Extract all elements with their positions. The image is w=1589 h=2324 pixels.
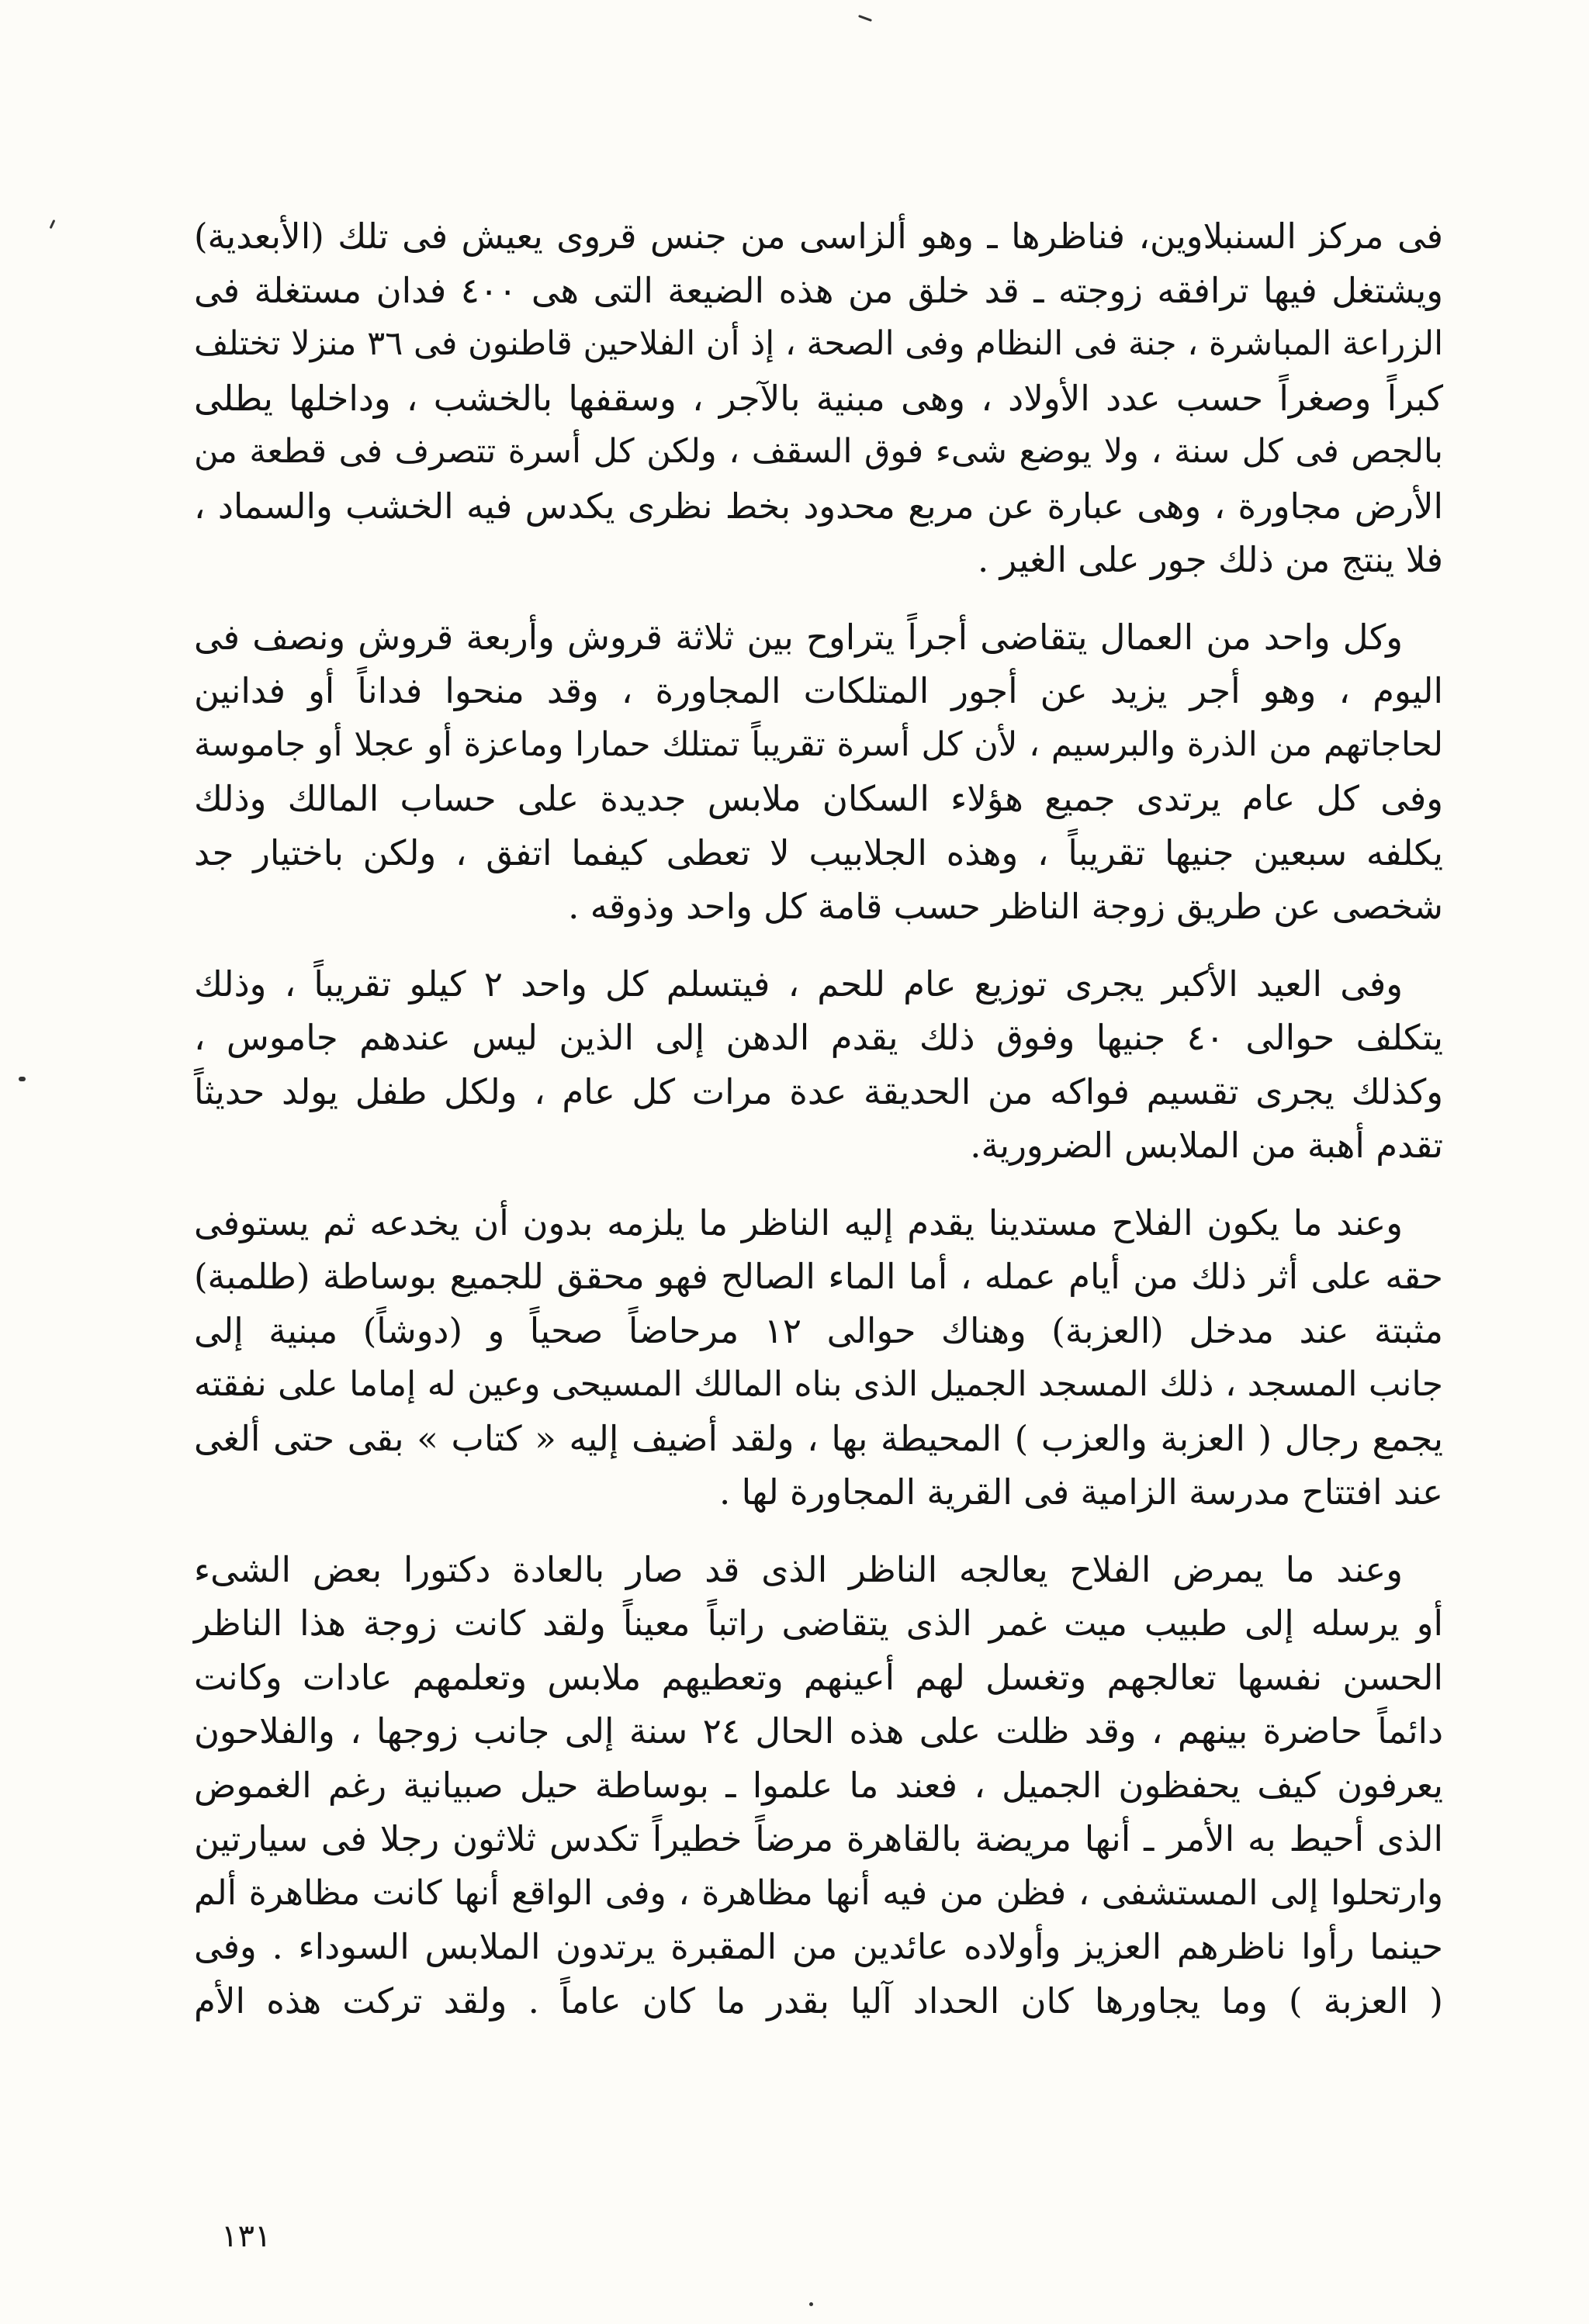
text-line: حينما رأوا ناظرهم العزيز وأولاده عائدين من المقبرة يرتدون الملابس السوداء . وفى [194, 1926, 1443, 1967]
text-line: فى مركز السنبلاوين، فناظرها ـ وهو ألزاسى من جنس قروى يعيش فى تلك (الأبعدية) [194, 216, 1443, 257]
text-line: وارتحلوا إلى المستشفى ، فظن من فيه أنها مظاهرة ، وفى الواقع أنها كانت مظاهرة ألم [194, 1873, 1443, 1913]
text-line: بالجص فى كل سنة ، ولا يوضع شىء فوق السقف ، ولكن كل أسرة تتصرف فى قطعة من [194, 432, 1443, 471]
text-line: تقدم أهبة من الملابس الضرورية. [970, 1125, 1443, 1166]
text-line: اليوم ، وهو أجر يزيد عن أجور المتلكات المجاورة ، وقد منحوا فداناً أو فدانين [194, 670, 1443, 711]
paragraph [194, 1543, 1443, 2028]
paragraph [194, 957, 1443, 1173]
text-line: الذى أحيط به الأمر ـ أنها مريضة بالقاهرة مرضاً خطيراً تكدس ثلاثون رجلا فى سيارتين [194, 1818, 1443, 1859]
text-line: عند افتتاح مدرسة الزامية فى القرية المجاورة لها . [718, 1472, 1443, 1513]
text-line: الحسن نفسها تعالجهم وتغسل لهم أعينهم وتعطيهم ملابس وتعلمهم عادات وكانت [194, 1656, 1443, 1698]
text-line: فلا ينتج من ذلك جور على الغير . [978, 539, 1443, 580]
text-line: ويشتغل فيها ترافقه زوجته ـ قد خلق من هذه الضيعة التى هى ٤٠٠ فدان مستغلة فى [194, 269, 1443, 311]
text-line: يجمع رجال ( العزبة والعزب ) المحيطة بها ، ولقد أضيف إليه « كتاب » بقى حتى ألغى [194, 1417, 1443, 1459]
text-line: وعند ما يكون الفلاح مستدينا يقدم إليه الناظر ما يلزمه بدون أن يخدعه ثم يستوفى [194, 1202, 1403, 1243]
body-text [194, 209, 1443, 2051]
text-line: يكلفه سبعين جنيها تقريباً ، وهذه الجلابيب لا تعطى كيفما اتفق ، ولكن باختيار جد [194, 832, 1443, 873]
text-line: ( العزبة ) وما يجاورها كان الحداد آليا بقدر ما كان عاماً . ولقد تركت هذه الأم [194, 1980, 1443, 2021]
paragraph [194, 209, 1443, 587]
page-number: ١٣١ [221, 2219, 272, 2254]
text-line: أو يرسله إلى طبيب ميت غمر الذى يتقاضى راتباً معيناً ولقد كانت زوجة هذا الناظر [194, 1603, 1443, 1644]
text-line: جانب المسجد ، ذلك المسجد الجميل الذى بناه المالك المسيحى وعين له إماما على نفقته [194, 1364, 1443, 1404]
text-line: الأرض مجاورة ، وهى عبارة عن مربع محدود بخط نظرى يكدس فيه الخشب والسماد ، [194, 485, 1443, 527]
scan-speck [809, 2302, 813, 2306]
text-line: وعند ما يمرض الفلاح يعالجه الناظر الذى قد صار بالعادة دكتورا بعض الشىء [194, 1548, 1403, 1590]
text-line: كبراً وصغراً حسب عدد الأولاد ، وهى مبنية بالآجر ، وسقفها بالخشب ، وداخلها يطلى [194, 377, 1443, 419]
text-line: وكل واحد من العمال يتقاضى أجراً يتراوح بين ثلاثة قروش وأربعة قروش ونصف فى [194, 616, 1403, 658]
text-line: مثبتة عند مدخل (العزبة) وهناك حوالى ١٢ مرحاضاً صحياً و (دوشاً) مبنية إلى [194, 1309, 1443, 1351]
paragraph [194, 1196, 1443, 1520]
scan-speck [50, 220, 56, 229]
text-line: وفى كل عام يرتدى جميع هؤلاء السكان ملابس جديدة على حساب المالك وذلك [194, 778, 1443, 819]
text-line: دائماً حاضرة بينهم ، وقد ظلت على هذه الحال ٢٤ سنة إلى جانب زوجها ، والفلاحون [194, 1710, 1444, 1752]
text-line: شخصى عن طريق زوجة الناظر حسب قامة كل واحد وذوقه . [568, 886, 1443, 927]
text-line: الزراعة المباشرة ، جنة فى النظام وفى الصحة ، إذ أن الفلاحين قاطنون فى ٣٦ منزلا تختلف [194, 324, 1444, 363]
scan-speck [858, 15, 872, 22]
text-line: وفى العيد الأكبر يجرى توزيع عام للحم ، فيتسلم كل واحد ٢ كيلو تقريباً ، وذلك [194, 963, 1403, 1005]
text-line: يتكلف حوالى ٤٠ جنيها وفوق ذلك يقدم الدهن إلى الذين ليس عندهم جاموس ، [194, 1017, 1443, 1058]
text-line: لحاجاتهم من الذرة والبرسيم ، لأن كل أسرة تقريباً تمتلك حمارا وماعزة أو عجلا أو جاموسة [194, 725, 1443, 764]
text-line: وكذلك يجرى تقسيم فواكه من الحديقة عدة مرات كل عام ، ولكل طفل يولد حديثاً [194, 1070, 1443, 1112]
scan-speck [19, 1077, 26, 1081]
text-line: يعرفون كيف يحفظون الجميل ، فعند ما علموا ـ بوساطة حيل صبيانية رغم الغموض [194, 1764, 1443, 1806]
text-line: حقه على أثر ذلك من أيام عمله ، أما الماء الصالح فهو محقق للجميع بوساطة (طلمبة) [194, 1256, 1443, 1297]
paragraph [194, 610, 1443, 934]
